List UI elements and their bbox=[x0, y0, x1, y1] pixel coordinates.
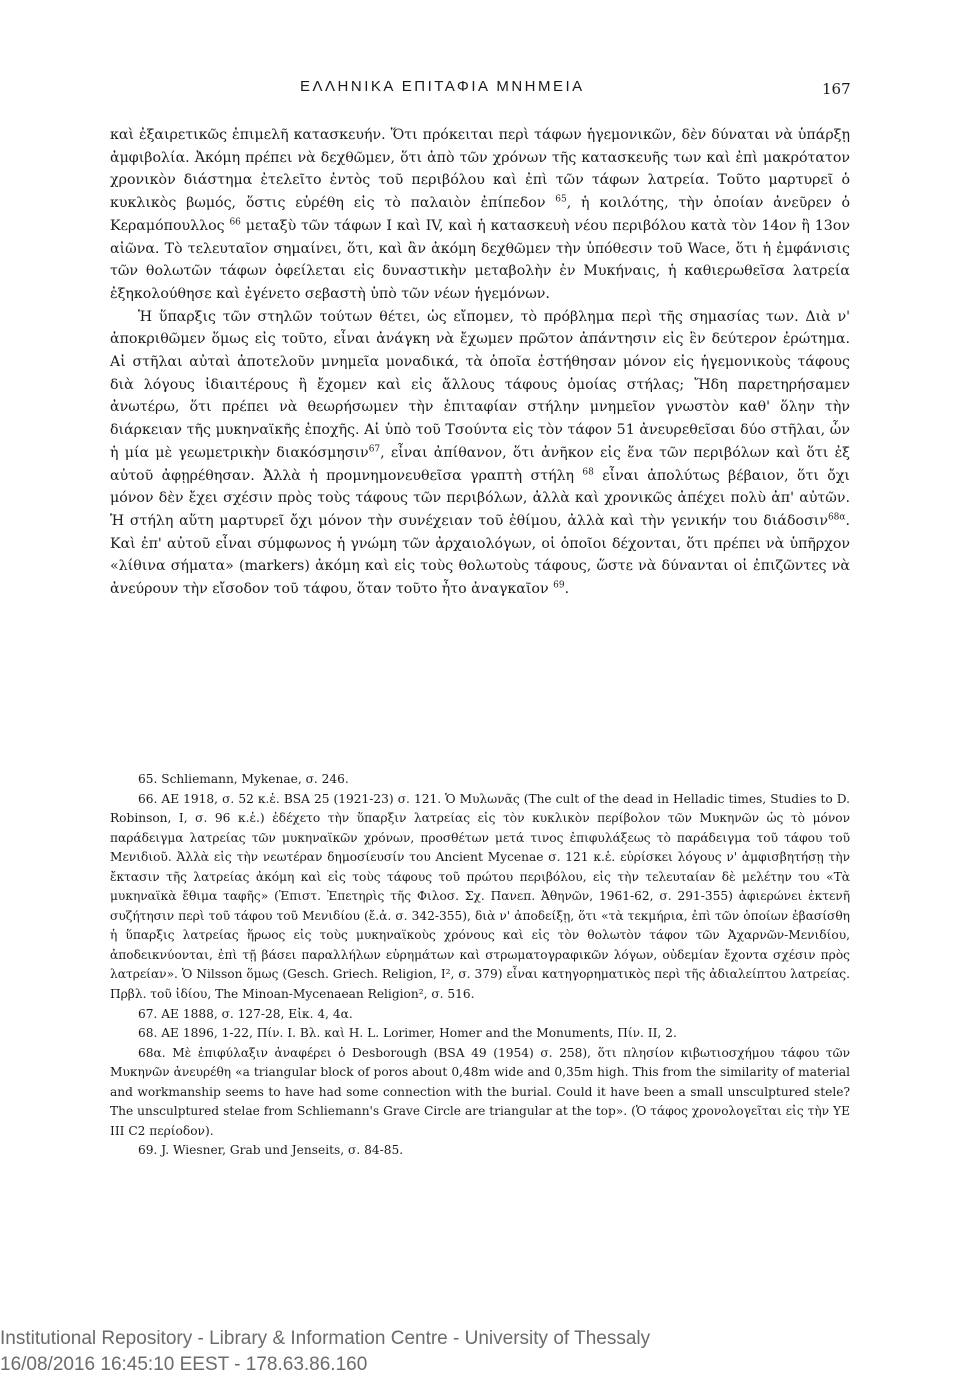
paragraph-1 bbox=[110, 124, 850, 306]
repository-footer bbox=[0, 1326, 960, 1378]
footnote-65: 65. Schliemann, Mykenae, σ. 246. bbox=[138, 772, 349, 786]
text-run: καὶ ἐξαιρετικῶς ἐπιμελῆ κατασκευήν. Ὅτι πρόκειται περὶ τάφων ἡγεμονικῶν, δὲν δύναται νὰ ὑπάρξῃ ἀμφιβολία. Ἀκόμη πρέπει νὰ δεχθῶμεν, ὅτι ἀπὸ τῶν χρόνων τῆς κατασκευῆς των καὶ ἐπὶ μακρότατον χρονικὸν διάστημα ἐτελεῖτο ἐντὸς τοῦ περιβόλου καὶ ἐπὶ τῶν τάφων λατρεία. Τοῦτο μαρτυρεῖ ὁ κυκλικὸς βωμός, ὅστις εὑρέθη εἰς τὸ παλαιὸν ἐπίπεδον bbox=[110, 127, 850, 212]
repository-name: Institutional Repository - Library & Information Centre - University of Thessaly bbox=[0, 1328, 651, 1349]
text-run: . Καὶ ἐπ' αὐτοῦ εἶναι σύμφωνος ἡ γνώμη τῶν ἀρχαιολόγων, οἱ ὁποῖοι δέχονται, ὅτι πρέπει νὰ ὑπῆρχον «λίθινα σήματα» (markers) ἀκόμη καὶ εἰς τοὺς θολωτοὺς τάφους, ὥστε νὰ δύνανται οἱ ἐπιζῶντες νὰ ἀνεύρουν τὴν εἴσοδον τοῦ τάφου, ὅταν τοῦτο ἦτο ἀναγκαῖον bbox=[110, 512, 850, 598]
footnotes bbox=[110, 770, 850, 1161]
text-run: εἶναι ἀπολύτως βέβαιον, ὅτι ὄχι μόνον δὲν ἔχει σχέσιν πρὸς τοὺς τάφους τῶν περιβόλων, ἀλλὰ καὶ χρονικῶς ἀπέχει πολὺ ἀπ' αὐτῶν. Ἡ στήλη αὕτη μαρτυρεῖ ὄχι μόνον τὴν συνέχειαν τοῦ ἐθίμου, ἀλλὰ καὶ τὴν γενικήν του διάδοσιν bbox=[110, 467, 850, 529]
footnote-ref: 67 bbox=[368, 444, 381, 455]
footnote-69: 69. J. Wiesner, Grab und Jenseits, σ. 84-85. bbox=[138, 1143, 404, 1158]
text-run: , ἡ κοιλότης, τὴν ὁποίαν ἀνεῦρεν ὁ Κεραμόπουλλος bbox=[110, 195, 850, 234]
page-number: 167 bbox=[822, 80, 851, 98]
paragraph-2 bbox=[110, 306, 850, 601]
text-run: Ἡ ὕπαρξις τῶν στηλῶν τούτων θέτει, ὡς εἴπομεν, τὸ πρόβλημα περὶ τῆς σημασίας των. Διὰ ν' ἀποκριθῶμεν ὅμως εἰς τοῦτο, εἶναι ἀνάγκη νὰ ἔχωμεν πρῶτον ἀπάντησιν εἰς ἓν δεύτερον ἐρώτημα. Αἱ στῆλαι αὐταὶ ἀποτελοῦν μνημεῖα μοναδικά, τὰ ὁποῖα ἐστήθησαν μόνον εἰς ἡγεμονικοὺς τάφους διὰ λόγους ἰδιαιτέρους ἢ ἔχομεν καὶ εἰς ἄλλους τάφους ὁμοίας στήλας; Ἤδη παρετηρήσαμεν ἀνωτέρω, ὅτι πρέπει νὰ θεωρήσωμεν τὴν ἐπιταφίαν στήλην μνημεῖον γνωστὸν καθ' ὅλην τὴν διάρκειαν τῆς μυκηναϊκῆς ἐποχῆς. Αἱ ὑπὸ τοῦ Τσούντα εἰς τὸν τάφον 51 ἀνευρεθεῖσαι δύο στῆλαι, ὧν ἡ μία μὲ γεωμετρικὴν διακόσμησιν bbox=[110, 308, 850, 461]
footnote-68a: 68α. Μὲ ἐπιφύλαξιν ἀναφέρει ὁ Desborough (BSA 49 (1954) σ. 258), ὅτι πλησίον κιβωτιοσχήμου τάφου τῶν Μυκηνῶν ἀνευρέθη «a triangular block of poros about 0,48m wide and 0,35m high. This from the similarity of material and workmanship seems to have had some connection with the burial. Could it have been a small unsculptured stele? The unsculptured stelae from Schliemann's Grave Circle are triangular at the top». (Ὁ τάφος χρονολογεῖται εἰς τὴν ΥΕ III C2 περίοδον). bbox=[110, 1045, 850, 1138]
footnote-67: 67. AE 1888, σ. 127-28, Εἰκ. 4, 4α. bbox=[138, 1006, 353, 1021]
text-run: μεταξὺ τῶν τάφων I καὶ IV, καὶ ἡ κατασκευὴ νέου περιβόλου κατὰ τὸν 14ον ἢ 13ον αἰῶνα. Τὸ τελευταῖον σημαίνει, ὅτι, καὶ ἂν ἀκόμη δεχθῶμεν τὴν ὑπόθεσιν τοῦ Wace, ὅτι ἡ ἐμφάνισις τῶν θολωτῶν τάφων ὀφείλεται εἰς δυναστικὴν μεταβολὴν ἐν Μυκήναις, ἡ καθιερωθεῖσα λατρεία ἐξηκολούθησε καὶ ἐγένετο σεβαστὴ ὑπὸ τῶν νέων ἡγεμόνων. bbox=[110, 217, 850, 302]
footnote-ref: 69 bbox=[553, 580, 565, 591]
text-run: , εἶναι ἀπίθανον, ὅτι ἀνῆκον εἰς ἕνα τῶν περιβόλων καὶ ὅτι ἐξ αὐτοῦ ἀφῃρέθησαν. Ἀλλὰ ἡ προμνημονευθεῖσα γραπτὴ στήλη bbox=[110, 444, 850, 484]
footnote-68: 68. AE 1896, 1-22, Πίν. I. Βλ. καὶ H. L. Lorimer, Homer and the Monuments, Πίν. II, 2. bbox=[138, 1026, 677, 1041]
repository-timestamp: 16/08/2016 16:45:10 EEST - 178.63.86.160 bbox=[0, 1354, 368, 1375]
running-head: ΕΛΛΗΝΙΚΑ ΕΠΙΤΑΦΙΑ ΜΝΗΜΕΙΑ bbox=[300, 78, 585, 95]
footnote-ref: 68 bbox=[582, 466, 594, 477]
footnote-ref: 68α bbox=[827, 512, 846, 523]
footnote-66: 66. ΑΕ 1918, σ. 52 κ.ἑ. BSA 25 (1921-23) σ. 121. Ὁ Μυλωνᾶς (The cult of the dead in Helladic times, Studies to D. Robinson, I, σ. 96 κ.ἑ.) ἐδέχετο τὴν ὕπαρξιν λατρείας εἰς τὸν κυκλικὸν περίβολον τῶν Μυκηνῶν ὡς τὸ μόνον παράδειγμα λατρείας τῶν μυκηναϊκῶν χρόνων, προσθέτων μετά τινος ἐπιφυλάξεως τὸ παράδειγμα τοῦ τάφου τοῦ Μενιδιοῦ. Ἀλλὰ εἰς τὴν νεωτέραν δημοσίευσίν του Ancient Mycenae σ. 121 κ.ἑ. εὑρίσκει λόγους ν' ἀμφισβητήσῃ τὴν ἔκτασιν τῆς λατρείας ἀκόμη καὶ εἰς τοὺς τάφους τοῦ πρώτου περιβόλου, εἰς τὴν τελευταίαν δὲ μελέτην του «Τὰ μυκηναϊκὰ ἔθιμα ταφῆς» (Ἐπιστ. Ἐπετηρὶς τῆς Φιλοσ. Σχ. Πανεπ. Ἀθηνῶν, 1961-62, σ. 291-355) ἀφιερώνει ἐκτενῆ συζήτησιν περὶ τοῦ τάφου τοῦ Μενιδίου (ἔ.ἀ. σ. 342-355), διὰ ν' ἀποδείξῃ, ὅτι «τὰ τεκμήρια, ἐπὶ τῶν ὁποίων ἐβασίσθη ἡ ὕπαρξις λατρείας ἥρωος εἰς τοὺς μυκηναϊκοὺς χρόνους καὶ εἰς τὸν θολωτὸν τάφον τῶν Ἀχαρνῶν-Μενιδίου, ἀποδεικνύονται, ἐπὶ τῇ βάσει παραλλήλων εὑρημάτων καὶ στρωματογραφικῶν λόγων, οὐδεμίαν ἔχοντα σχέσιν πρὸς λατρείαν». Ὁ Nilsson ὅμως (Gesch. Griech. Religion, I², σ. 379) εἶναι κατηγορηματικὸς περὶ τῆς ἀδιαλείπτου λατρείας. Πρβλ. τοῦ ἰδίου, The Minoan-Mycenaean Religion², σ. 516. bbox=[110, 791, 850, 1002]
text-run: . bbox=[564, 581, 570, 598]
footnote-ref: 66 bbox=[229, 217, 241, 228]
footnote-ref: 65 bbox=[555, 194, 567, 205]
main-text bbox=[110, 124, 850, 601]
